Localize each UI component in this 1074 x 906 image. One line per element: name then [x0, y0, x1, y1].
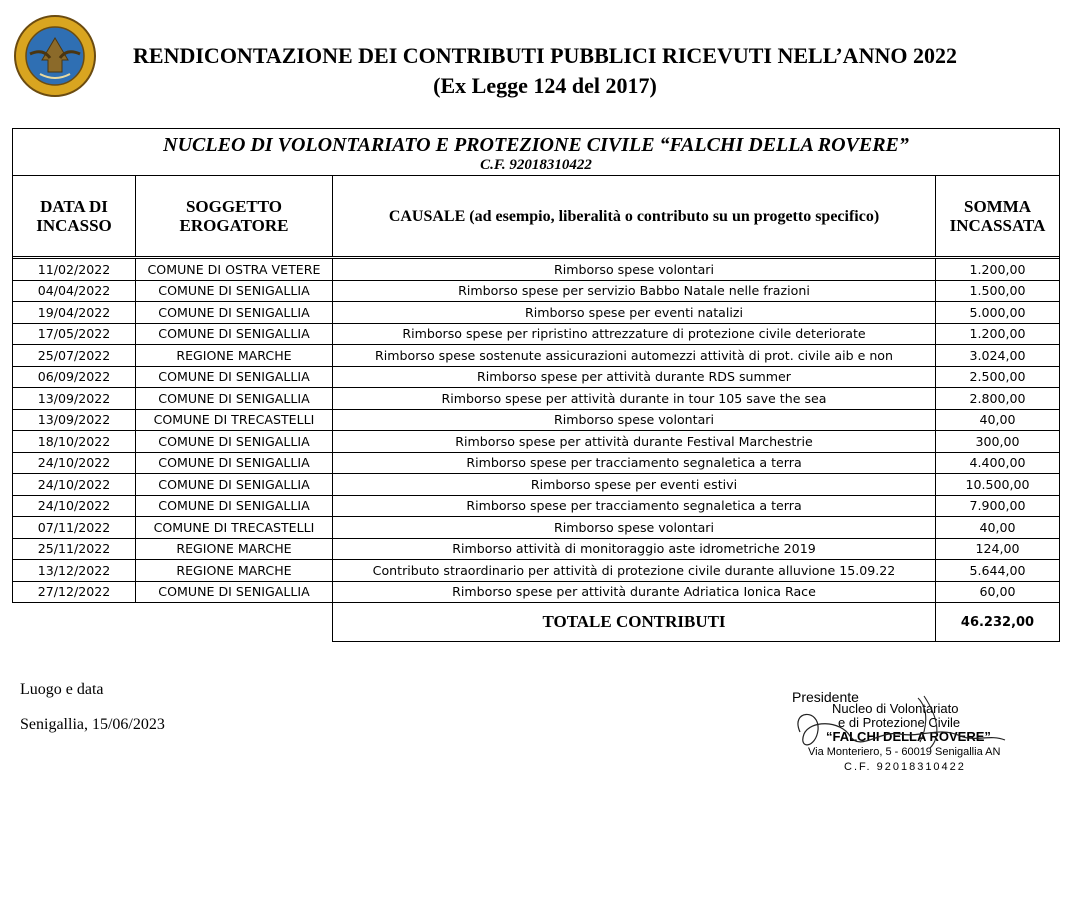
cell-amount: 5.644,00: [936, 560, 1060, 582]
table-row: [13, 323, 1060, 345]
cell-provider: COMUNE DI SENIGALLIA: [136, 388, 333, 410]
cell-provider: COMUNE DI SENIGALLIA: [136, 323, 333, 345]
president-label: Presidente: [792, 689, 859, 705]
cell-reason: Rimborso spese volontari: [333, 259, 936, 281]
cell-date: 24/10/2022: [13, 452, 136, 474]
table-row: [13, 366, 1060, 388]
place-date-label: Luogo e data: [20, 681, 104, 698]
handwritten-signature: [790, 690, 1030, 780]
cell-reason: Rimborso spese per eventi natalizi: [333, 302, 936, 324]
cell-amount: 40,00: [936, 409, 1060, 431]
cell-date: 04/04/2022: [13, 280, 136, 302]
table-row: [13, 560, 1060, 582]
table-row: [13, 280, 1060, 302]
stamp-line: e di Protezione Civile: [838, 715, 961, 730]
cell-reason: Rimborso spese sostenute assicurazioni automezzi attività di prot. civile aib e non: [333, 345, 936, 367]
organization-tax-code: C.F. 92018310422: [480, 157, 592, 173]
cell-reason: Rimborso spese per tracciamento segnaletica a terra: [333, 495, 936, 517]
cell-amount: 3.024,00: [936, 345, 1060, 367]
cell-amount: 10.500,00: [936, 474, 1060, 496]
stamp-line: Via Monteriero, 5 - 60019 Senigallia AN: [808, 746, 1001, 758]
cell-provider: COMUNE DI SENIGALLIA: [136, 581, 333, 603]
cell-date: 25/11/2022: [13, 538, 136, 560]
signature-stamp: [790, 690, 1030, 780]
cell-provider: COMUNE DI SENIGALLIA: [136, 495, 333, 517]
cell-date: 27/12/2022: [13, 581, 136, 603]
cell-reason: Contributo straordinario per attività di protezione civile durante alluvione 15.09.22: [333, 560, 936, 582]
cell-provider: COMUNE DI SENIGALLIA: [136, 366, 333, 388]
table-row: [13, 388, 1060, 410]
document-subtitle: (Ex Legge 124 del 2017): [433, 73, 657, 98]
cell-amount: 7.900,00: [936, 495, 1060, 517]
cell-date: 24/10/2022: [13, 474, 136, 496]
column-header-provider: SOGGETTO EROGATORE: [136, 176, 333, 257]
cell-date: 13/09/2022: [13, 409, 136, 431]
cell-reason: Rimborso spese per attività durante in tour 105 save the sea: [333, 388, 936, 410]
total-spacer: [13, 603, 333, 642]
cell-provider: COMUNE DI SENIGALLIA: [136, 431, 333, 453]
table-row: [13, 259, 1060, 281]
cell-provider: REGIONE MARCHE: [136, 560, 333, 582]
stamp-line: C.F. 92018310422: [844, 761, 966, 773]
total-value: 46.232,00: [936, 603, 1060, 642]
cell-provider: COMUNE DI TRECASTELLI: [136, 517, 333, 539]
cell-date: 24/10/2022: [13, 495, 136, 517]
table-row: [13, 431, 1060, 453]
document-title: RENDICONTAZIONE DEI CONTRIBUTI PUBBLICI RICEVUTI NELL’ANNO 2022: [133, 43, 957, 68]
table-row: [13, 452, 1060, 474]
contributions-table: [12, 128, 1060, 642]
association-logo: [10, 14, 100, 98]
cell-reason: Rimborso spese per eventi estivi: [333, 474, 936, 496]
cell-date: 07/11/2022: [13, 517, 136, 539]
cell-amount: 2.500,00: [936, 366, 1060, 388]
cell-date: 18/10/2022: [13, 431, 136, 453]
table-row: [13, 581, 1060, 603]
cell-provider: REGIONE MARCHE: [136, 345, 333, 367]
cell-amount: 4.400,00: [936, 452, 1060, 474]
cell-amount: 124,00: [936, 538, 1060, 560]
cell-provider: COMUNE DI SENIGALLIA: [136, 452, 333, 474]
cell-provider: COMUNE DI SENIGALLIA: [136, 474, 333, 496]
cell-amount: 5.000,00: [936, 302, 1060, 324]
cell-provider: COMUNE DI OSTRA VETERE: [136, 259, 333, 281]
column-header-amount: SOMMA INCASSATA: [936, 176, 1060, 257]
cell-date: 13/09/2022: [13, 388, 136, 410]
cell-date: 13/12/2022: [13, 560, 136, 582]
column-header-date: DATA DI INCASSO: [13, 176, 136, 257]
column-header-reason: CAUSALE (ad esempio, liberalità o contributo su un progetto specifico): [333, 176, 936, 257]
table-row: [13, 474, 1060, 496]
cell-provider: REGIONE MARCHE: [136, 538, 333, 560]
cell-amount: 60,00: [936, 581, 1060, 603]
cell-date: 25/07/2022: [13, 345, 136, 367]
cell-amount: 300,00: [936, 431, 1060, 453]
cell-reason: Rimborso spese per ripristino attrezzature di protezione civile deteriorate: [333, 323, 936, 345]
cell-date: 06/09/2022: [13, 366, 136, 388]
cell-amount: 40,00: [936, 517, 1060, 539]
cell-reason: Rimborso attività di monitoraggio aste idrometriche 2019: [333, 538, 936, 560]
stamp-line: Nucleo di Volontariato: [832, 701, 959, 716]
cell-reason: Rimborso spese volontari: [333, 409, 936, 431]
table-row: [13, 517, 1060, 539]
cell-date: 17/05/2022: [13, 323, 136, 345]
table-row: [13, 538, 1060, 560]
cell-reason: Rimborso spese volontari: [333, 517, 936, 539]
cell-reason: Rimborso spese per attività durante RDS summer: [333, 366, 936, 388]
cell-provider: COMUNE DI SENIGALLIA: [136, 302, 333, 324]
cell-reason: Rimborso spese per attività durante Festival Marchestrie: [333, 431, 936, 453]
stamp-line: “FALCHI DELLA ROVERE”: [826, 729, 991, 744]
cell-date: 11/02/2022: [13, 259, 136, 281]
cell-amount: 1.200,00: [936, 323, 1060, 345]
table-row: [13, 495, 1060, 517]
cell-provider: COMUNE DI TRECASTELLI: [136, 409, 333, 431]
table-row: [13, 409, 1060, 431]
cell-amount: 1.500,00: [936, 280, 1060, 302]
total-label: TOTALE CONTRIBUTI: [333, 603, 936, 642]
cell-reason: Rimborso spese per servizio Babbo Natale nelle frazioni: [333, 280, 936, 302]
cell-amount: 2.800,00: [936, 388, 1060, 410]
organization-name: NUCLEO DI VOLONTARIATO E PROTEZIONE CIVILE “FALCHI DELLA ROVERE”: [163, 134, 909, 156]
table-row: [13, 345, 1060, 367]
cell-reason: Rimborso spese per attività durante Adriatica Ionica Race: [333, 581, 936, 603]
cell-reason: Rimborso spese per tracciamento segnaletica a terra: [333, 452, 936, 474]
table-row: [13, 302, 1060, 324]
organization-header: [13, 129, 1060, 176]
cell-amount: 1.200,00: [936, 259, 1060, 281]
cell-date: 19/04/2022: [13, 302, 136, 324]
place-date-value: Senigallia, 15/06/2023: [20, 716, 165, 733]
cell-provider: COMUNE DI SENIGALLIA: [136, 280, 333, 302]
